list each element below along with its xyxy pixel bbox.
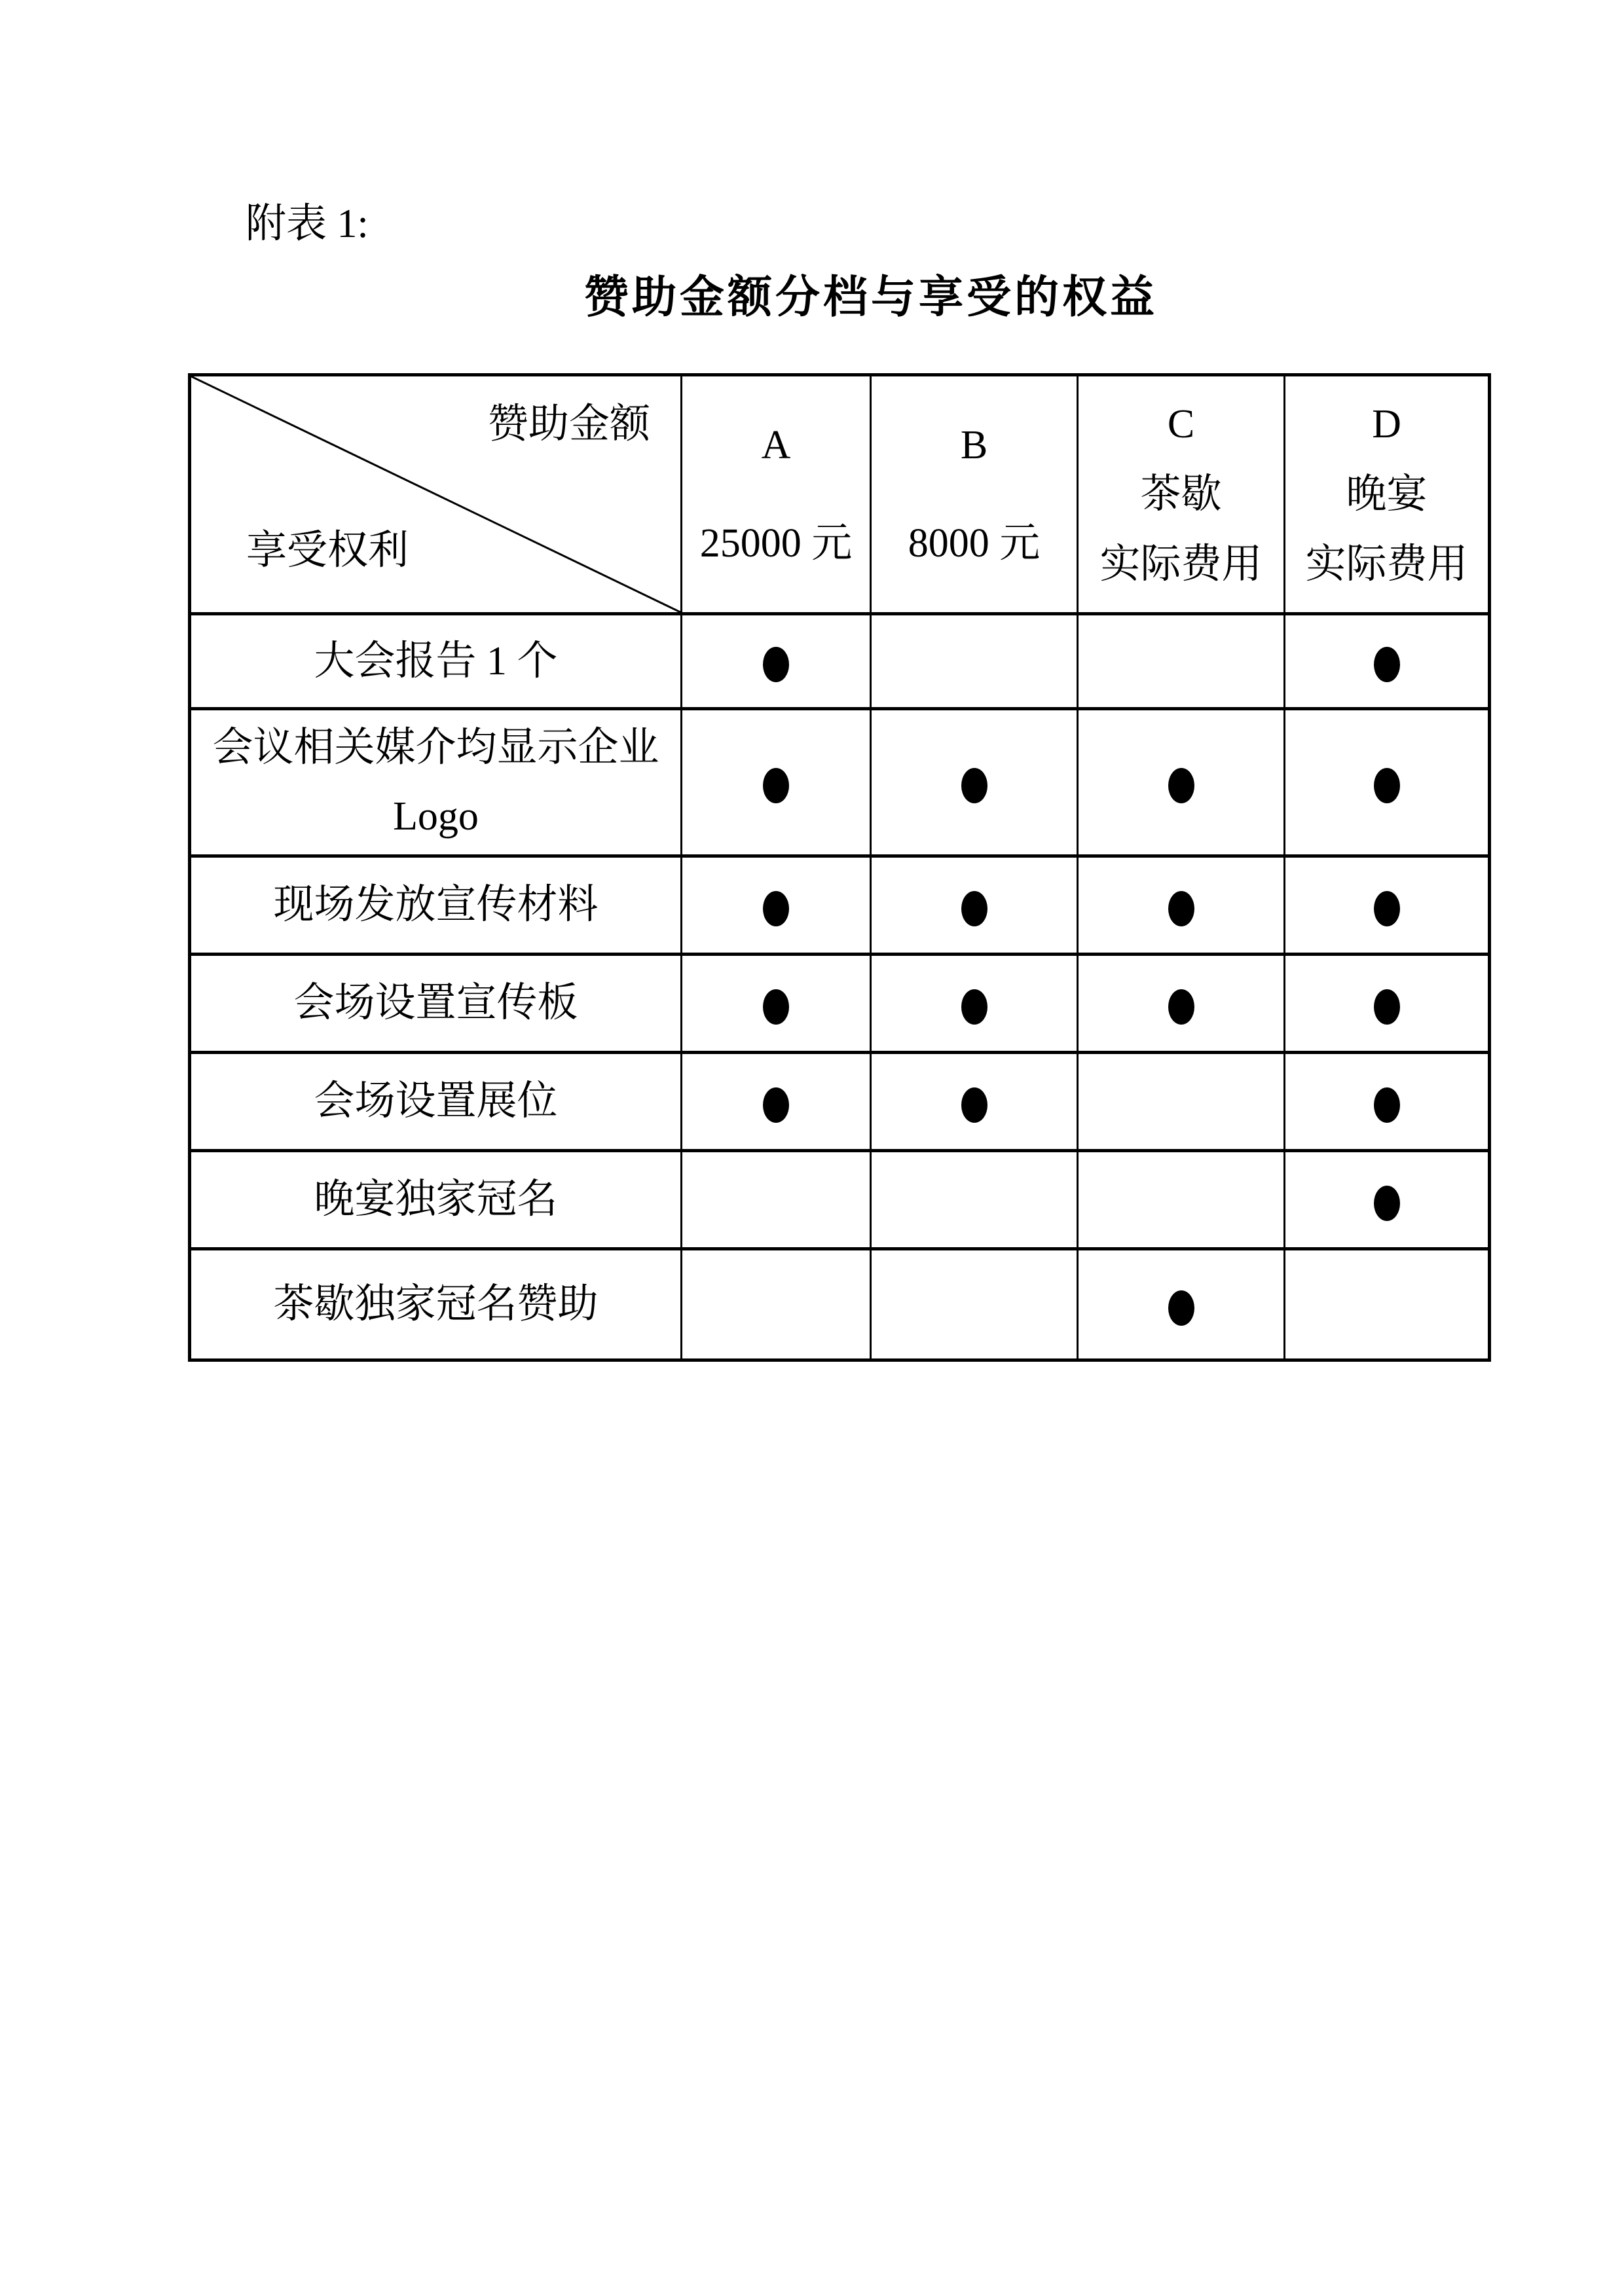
mark-cell-B-filled — [871, 856, 1078, 955]
column-header-D — [1285, 375, 1490, 614]
filled-dot-icon — [1168, 891, 1194, 926]
table-row — [190, 955, 1490, 1053]
column-header-line: 实际费用 — [1305, 541, 1468, 587]
sponsorship-benefits-table — [188, 373, 1491, 1362]
page-title: 赞助金额分档与享受的权益 — [583, 272, 1158, 322]
row-label: 大会报告 1 个 — [190, 614, 682, 709]
filled-dot-icon — [1374, 768, 1400, 803]
filled-dot-icon — [763, 647, 789, 682]
column-header-line: A — [761, 423, 791, 467]
mark-cell-D-filled — [1285, 614, 1490, 709]
filled-dot-icon — [763, 989, 789, 1025]
mark-cell-A-filled — [682, 955, 871, 1053]
filled-dot-icon — [1374, 891, 1400, 926]
mark-cell-B-filled — [871, 1053, 1078, 1151]
row-label: 晚宴独家冠名 — [190, 1151, 682, 1249]
filled-dot-icon — [961, 768, 987, 803]
mark-cell-B-filled — [871, 955, 1078, 1053]
filled-dot-icon — [1168, 989, 1194, 1025]
table-row — [190, 709, 1490, 856]
mark-cell-D-filled — [1285, 856, 1490, 955]
table-row — [190, 856, 1490, 955]
mark-cell-D-filled — [1285, 709, 1490, 856]
mark-cell-C-empty — [1078, 614, 1285, 709]
mark-cell-D-empty — [1285, 1249, 1490, 1360]
mark-cell-B-empty — [871, 1151, 1078, 1249]
column-header-line: D — [1372, 401, 1401, 446]
mark-cell-D-filled — [1285, 1151, 1490, 1249]
mark-cell-B-filled — [871, 709, 1078, 856]
mark-cell-D-filled — [1285, 955, 1490, 1053]
column-header-C — [1078, 375, 1285, 614]
mark-cell-B-empty — [871, 1249, 1078, 1360]
table-row — [190, 1053, 1490, 1151]
mark-cell-C-filled — [1078, 856, 1285, 955]
filled-dot-icon — [961, 989, 987, 1025]
filled-dot-icon — [1168, 1290, 1194, 1326]
column-header-line: 晚宴 — [1346, 471, 1428, 517]
mark-cell-C-filled — [1078, 955, 1285, 1053]
annex-label: 附表 1: — [246, 202, 369, 246]
mark-cell-A-filled — [682, 709, 871, 856]
row-label: 会场设置宣传板 — [190, 955, 682, 1053]
mark-cell-A-filled — [682, 614, 871, 709]
column-header-line: 茶歇 — [1140, 471, 1222, 517]
mark-cell-A-filled — [682, 856, 871, 955]
column-header-line: 8000 元 — [908, 521, 1041, 566]
filled-dot-icon — [1374, 1186, 1400, 1221]
table-row — [190, 614, 1490, 709]
filled-dot-icon — [763, 891, 789, 926]
row-label: 会议相关媒介均显示企业 Logo — [190, 709, 682, 856]
mark-cell-A-filled — [682, 1053, 871, 1151]
mark-cell-A-empty — [682, 1151, 871, 1249]
mark-cell-D-filled — [1285, 1053, 1490, 1151]
corner-cell — [190, 375, 682, 614]
column-header-B — [871, 375, 1078, 614]
header-row — [190, 375, 1490, 614]
filled-dot-icon — [1374, 1087, 1400, 1123]
table-row — [190, 1151, 1490, 1249]
filled-dot-icon — [763, 768, 789, 803]
filled-dot-icon — [961, 1087, 987, 1123]
column-header-A — [682, 375, 871, 614]
filled-dot-icon — [1168, 768, 1194, 803]
column-header-line: 实际费用 — [1099, 541, 1263, 587]
filled-dot-icon — [1374, 989, 1400, 1025]
column-header-line: C — [1167, 401, 1195, 446]
mark-cell-A-empty — [682, 1249, 871, 1360]
corner-label-rights: 享受权利 — [246, 528, 409, 573]
mark-cell-B-empty — [871, 614, 1078, 709]
row-label: 会场设置展位 — [190, 1053, 682, 1151]
filled-dot-icon — [961, 891, 987, 926]
mark-cell-C-filled — [1078, 1249, 1285, 1360]
column-header-line: 25000 元 — [699, 521, 853, 566]
column-header-line: B — [960, 423, 988, 467]
mark-cell-C-filled — [1078, 709, 1285, 856]
filled-dot-icon — [1374, 647, 1400, 682]
table-row — [190, 1249, 1490, 1360]
table-body — [190, 614, 1490, 1360]
row-label: 茶歇独家冠名赞助 — [190, 1249, 682, 1360]
mark-cell-C-empty — [1078, 1053, 1285, 1151]
corner-label-sponsor-amount: 赞助金额 — [487, 402, 650, 446]
mark-cell-C-empty — [1078, 1151, 1285, 1249]
filled-dot-icon — [763, 1087, 789, 1123]
row-label: 现场发放宣传材料 — [190, 856, 682, 955]
